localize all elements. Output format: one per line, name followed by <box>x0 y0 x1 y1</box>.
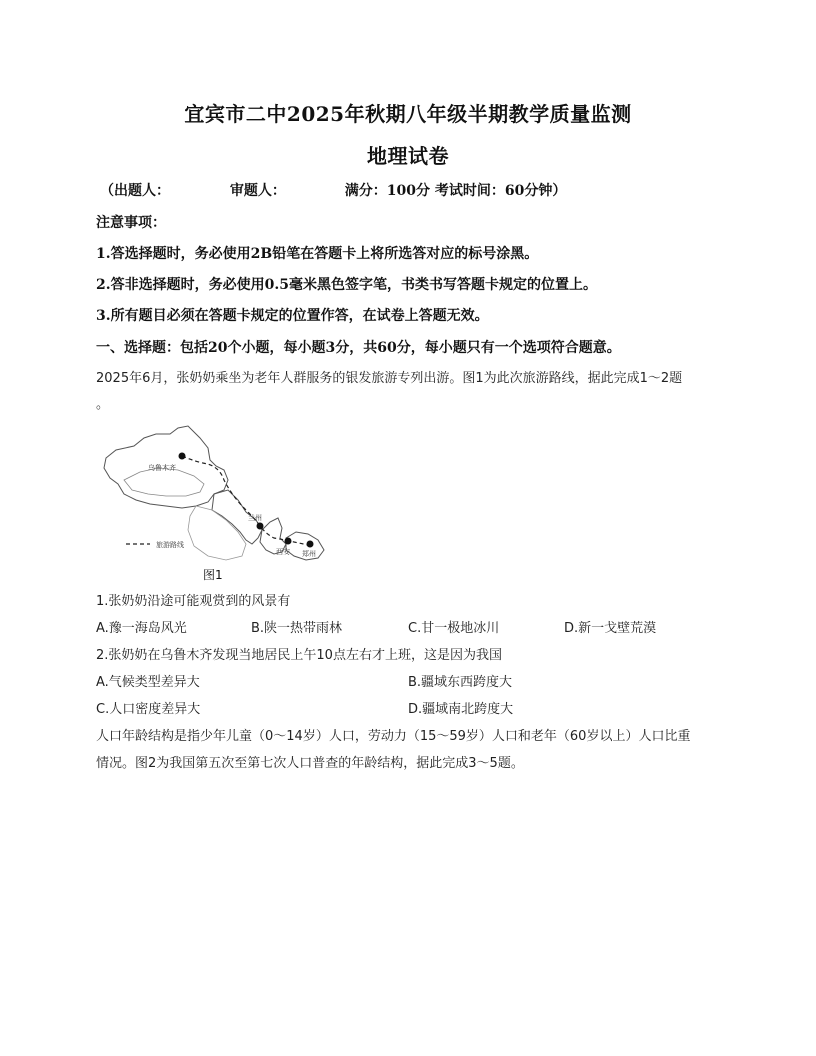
q1-option-b[interactable]: B.陕一热带雨林 <box>251 621 343 636</box>
city-dot-urumqi <box>179 453 186 460</box>
tour-route-line <box>182 456 312 546</box>
section-heading: 一、选择题：包括20个小题，每小题3分，共60分，每小题只有一个选项符合题意。 <box>96 340 621 356</box>
setter-label: （出题人： <box>100 183 170 199</box>
city-label-urumqi: 乌鲁木齐 <box>148 464 176 472</box>
intro2-line-1: 人口年龄结构是指少年儿童（0～14岁）人口，劳动力（15～59岁）人口和老年（60岁以上）人口比重 <box>96 729 691 744</box>
q1-stem: 1.张奶奶沿途可能观赏到的风景有 <box>96 594 291 609</box>
exam-subtitle: 地理试卷 <box>367 144 449 168</box>
legend-route-label: 旅游路线 <box>156 541 184 549</box>
province-outline-qinghai <box>188 506 246 560</box>
q1-option-c[interactable]: C.甘一极地冰川 <box>408 621 500 636</box>
notice-item-3: 3.所有题目必须在答题卡规定的位置作答，在试卷上答题无效。 <box>96 308 489 324</box>
figure-caption: 图1 <box>203 568 223 582</box>
intro-line-2: 。 <box>96 397 110 412</box>
intro2-line-2: 情况。图2为我国第五次至第七次人口普查的年龄结构，据此完成3～5题。 <box>96 756 524 771</box>
city-dot-xian <box>285 538 292 545</box>
q2-stem: 2.张奶奶在乌鲁木齐发现当地居民上午10点左右才上班，这是因为我国 <box>96 648 502 663</box>
basin-outline <box>124 468 204 496</box>
notice-heading: 注意事项： <box>96 215 166 231</box>
reviewer-label: 审题人： <box>229 183 286 199</box>
q2-option-c[interactable]: C.人口密度差异大 <box>96 702 201 717</box>
q1-option-a[interactable]: A.豫一海岛风光 <box>96 621 187 636</box>
notice-item-2: 2.答非选择题时，务必使用0.5毫米黑色签字笔，书类书写答题卡规定的位置上。 <box>96 277 597 293</box>
route-map <box>96 420 336 580</box>
notice-item-1: 1.答选择题时，务必使用2B铅笔在答题卡上将所选答对应的标号涂黑。 <box>96 246 539 262</box>
exam-title: 宜宾市二中2025年秋期八年级半期教学质量监测 <box>184 102 632 126</box>
intro-line-1: 2025年6月，张奶奶乘坐为老年人群服务的银发旅游专列出游。图1为此次旅游路线，据此完成1～2题 <box>96 371 683 386</box>
city-dot-zhengzhou <box>307 541 314 548</box>
exam-meta <box>100 180 566 200</box>
score-time-label: 满分：100分 考试时间：60分钟） <box>344 183 567 199</box>
q2-option-b[interactable]: B.疆域东西跨度大 <box>408 675 513 690</box>
q1-option-d[interactable]: D.新一戈壁荒漠 <box>564 621 657 636</box>
q2-option-d[interactable]: D.疆域南北跨度大 <box>408 702 514 717</box>
q2-option-a[interactable]: A.气候类型差异大 <box>96 675 200 690</box>
city-label-lanzhou: 兰州 <box>248 514 262 522</box>
city-dot-lanzhou <box>257 523 264 530</box>
city-label-xian: 西安 <box>276 548 290 556</box>
city-label-zhengzhou: 郑州 <box>302 550 316 558</box>
